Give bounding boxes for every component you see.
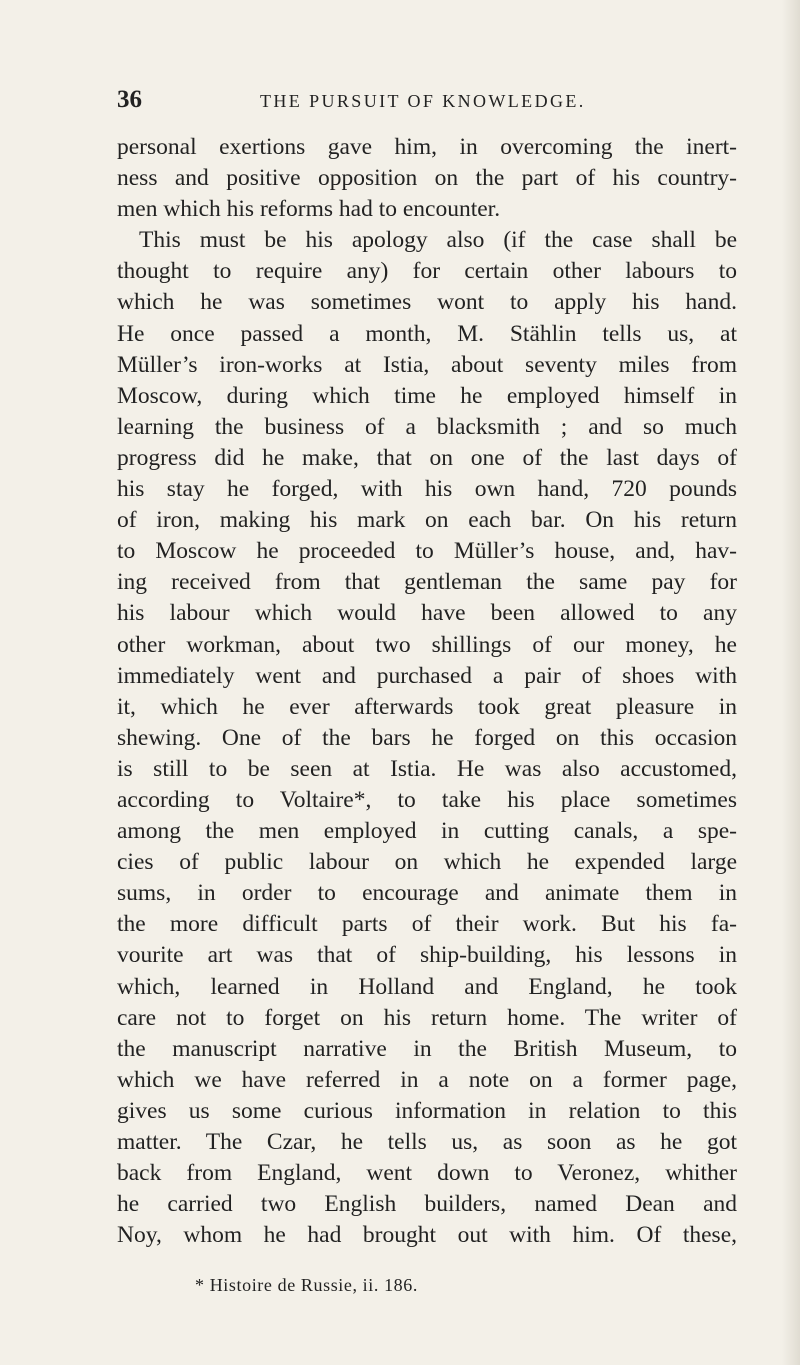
text-line: his labour which would have been allowed to any (117, 600, 737, 627)
running-title: THE PURSUIT OF KNOWLEDGE. (260, 91, 586, 111)
text-line: Moscow, during which time he employed himself in (117, 382, 737, 409)
text-line: He once passed a month, M. Stählin tells us, at (117, 320, 737, 347)
text-line: immediately went and purchased a pair of shoes with (117, 662, 737, 689)
footnote: * Histoire de Russie, ii. 186. (195, 1275, 418, 1295)
text-line: This must be his apology also (if the case shall be (139, 227, 737, 254)
text-line: to Moscow he proceeded to Müller’s house, and, hav- (117, 538, 737, 565)
text-line: the more difficult parts of their work. But his fa- (117, 911, 737, 938)
text-line: Müller’s iron-works at Istia, about seventy miles from (117, 351, 737, 378)
text-line: it, which he ever afterwards took great pleasure in (117, 693, 737, 720)
page-edge-shadow (782, 0, 800, 1365)
text-line: which, learned in Holland and England, he took (117, 973, 737, 1000)
text-line: men which his reforms had to encounter. (117, 196, 501, 223)
text-line: ing received from that gentleman the same pay for (117, 569, 737, 596)
text-line: of iron, making his mark on each bar. On his return (117, 507, 737, 534)
running-head (117, 86, 717, 116)
text-line: vourite art was that of ship-building, his lessons in (117, 942, 737, 969)
body-text (117, 132, 737, 1251)
text-line: matter. The Czar, he tells us, as soon as he got (117, 1129, 737, 1155)
text-line: progress did he make, that on one of the last days of (117, 444, 737, 471)
text-line: the manuscript narrative in the British Museum, to (117, 1035, 737, 1062)
text-line: according to Voltaire*, to take his place sometimes (117, 786, 737, 813)
text-line: Noy, whom he had brought out with him. Of these, (117, 1222, 737, 1249)
text-line: ness and positive opposition on the part of his country- (117, 165, 737, 192)
text-line: which he was sometimes wont to apply his hand. (117, 289, 737, 316)
text-line: he carried two English builders, named Dean and (117, 1191, 737, 1218)
text-line: shewing. One of the bars he forged on this occasion (117, 724, 737, 751)
text-line: which we have referred in a note on a former page, (117, 1066, 737, 1093)
text-line: care not to forget on his return home. The writer of (117, 1004, 737, 1031)
page-number: 36 (117, 86, 142, 113)
text-line: learning the business of a blacksmith ; and so much (117, 413, 737, 440)
text-line: back from England, went down to Veronez, whither (117, 1160, 737, 1187)
text-line: cies of public labour on which he expended large (117, 849, 737, 876)
text-line: is still to be seen at Istia. He was also accustomed, (117, 755, 737, 782)
text-line: his stay he forged, with his own hand, 720 pounds (117, 476, 737, 503)
text-line: thought to require any) for certain other labours to (117, 258, 737, 285)
text-line: among the men employed in cutting canals, a spe- (117, 818, 737, 845)
text-line: personal exertions gave him, in overcoming the inert- (117, 134, 737, 160)
text-line: gives us some curious information in relation to this (117, 1097, 737, 1124)
text-line: sums, in order to encourage and animate them in (117, 880, 737, 907)
text-line: other workman, about two shillings of our money, he (117, 631, 737, 658)
